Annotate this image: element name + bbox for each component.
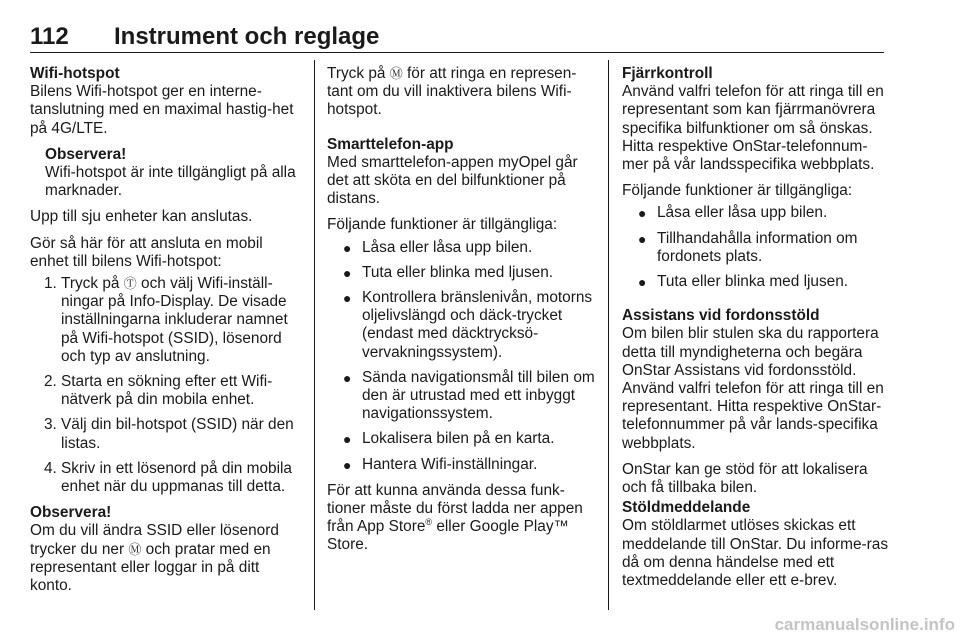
bullet: ● [343,239,352,256]
list-item [30,460,302,496]
onstar-icon: Ⓜ [389,66,403,81]
note-text: Wifi-hotspot är inte tillgängligt på alla marknader. [45,164,296,200]
list-item-text: Kontrollera bränslenivån, motorns oljelivslängd och däck-trycket (endast med däcktrycksö-vervakningssystem). [362,289,593,361]
page-number: 112 [30,23,69,50]
paragraph: Använd valfri telefon för att ringa till en representant som kan fjärrmanövrera specifika bilfunktioner om så önskas. Hitta respektive OnStar-telefonnum-mer på vår landsspecifika webbplats. [622,83,884,174]
column-3 [622,65,892,598]
registered-mark: ® [425,517,433,528]
list-item [30,373,302,409]
bullet: ● [343,456,352,473]
steps-list [30,275,302,496]
step-number: 4. [44,459,57,477]
bullet: ● [638,274,647,291]
list-item-text: Lokalisera bilen på en karta. [362,430,555,448]
paragraph: Följande funktioner är tillgängliga: [622,182,853,200]
step-number: 3. [44,416,57,434]
feature-list [327,239,599,474]
column-divider [314,60,315,610]
paragraph: Följande funktioner är tillgängliga: [327,216,558,234]
list-item-text: Hantera Wifi-inställningar. [362,455,538,473]
bullet: ● [343,290,352,307]
paragraph: Med smarttelefon-appen myOpel går det att sköta en del bilfunktioner på distans. [327,153,578,208]
page-header [30,22,884,53]
text: För att kunna använda dessa funk-tioner måste du först ladda ner appen från App Store [327,481,583,536]
list-item-text: Tuta eller blinka med ljusen. [362,263,554,281]
note-text: och pratar med en representant eller loggar in på ditt konto. [30,540,271,595]
list-item-text: Låsa eller låsa upp bilen. [657,204,828,222]
section-heading-wifi-hotspot: Wifi-hotspot [30,65,120,82]
bullet: ● [638,205,647,222]
note-heading: Observera! [45,145,127,163]
list-item [622,204,892,222]
list-item [327,430,599,448]
step-text: och välj Wifi-inställ-ningar på Info-Display. De visade inställningarna inkluderar namnet på Wifi-hotspot (SSID), lösenord och typ av anslutning. [61,275,288,365]
telephone-icon: Ⓣ [123,276,137,292]
paragraph: Om bilen blir stulen ska du rapportera detta till myndigheterna och begära OnStar Assistans vid fordonsstöld. Använd valfri telefon för att ringa till en representant. Hitta respektive OnStar-telefonnummer på vår lands-specifika webbplats. [622,325,884,452]
paragraph: Bilens Wifi-hotspot ger en interne-tanslutning med en maximal hastig-het på 4G/LTE. [30,83,294,137]
note-heading: Observera! [30,504,112,522]
bullet: ● [638,230,647,247]
column-1 [30,65,302,603]
text: Tryck på [327,65,390,82]
list-item [327,289,599,362]
section-heading-theft-assistance: Assistans vid fordonsstöld [622,307,820,325]
note-box [45,146,302,201]
feature-list [622,204,892,291]
text: för att ringa en represen-tant om du vill inaktivera bilens Wifi-hotspot. [327,65,577,119]
list-item [622,230,892,266]
watermark: carmanualsonline.info [774,615,955,634]
column-2 [327,65,599,563]
bullet: ● [343,431,352,448]
paragraph [327,65,599,120]
step-number: 1. [44,275,57,293]
list-item [327,456,599,474]
list-item-text: Tillhandahålla information om fordonets plats. [657,229,858,265]
list-item-text: Tuta eller blinka med ljusen. [657,273,849,291]
list-item-text: Sända navigationsmål till bilen om den är utrustad med ett inbyggt navigationssystem. [362,368,595,423]
list-item-text: Låsa eller låsa upp bilen. [362,238,533,256]
step-text: Starta en sökning efter ett Wifi-nätverk på din mobila enhet. [61,373,273,409]
paragraph: Upp till sju enheter kan anslutas. [30,208,253,226]
bullet: ● [343,369,352,386]
step-text: Tryck på [61,275,124,293]
list-item [327,369,599,424]
text: eller Google Play™ Store. [327,518,569,554]
step-text: Skriv in ett lösenord på din mobila enhet när du uppmanas till detta. [61,459,292,496]
step-number: 2. [44,373,57,391]
section-heading-theft-alarm: Stöldmeddelande [622,499,751,517]
list-item [30,275,302,366]
bullet: ● [343,264,352,281]
list-item [327,239,599,257]
paragraph: OnStar kan ge stöd för att lokalisera och få tillbaka bilen. [622,460,868,497]
section-heading-remote-control: Fjärrkontroll [622,65,713,82]
step-text: Välj din bil-hotspot (SSID) när den listas. [61,416,294,452]
page-title: Instrument och reglage [114,23,380,50]
column-divider [608,60,609,610]
list-item [327,264,599,282]
list-item [622,273,892,291]
list-item [30,416,302,452]
paragraph: Om stöldlarmet utlöses skickas ett meddelande till OnStar. Du informe-ras då om denna händelse med ett textmeddelande eller ett e-brev. [622,517,889,590]
note-text: Om du vill ändra SSID eller lösenord trycker du ner [30,522,279,558]
section-heading-smartphone-app: Smarttelefon-app [327,135,454,153]
note-box [30,504,302,595]
paragraph [327,482,599,555]
paragraph: Gör så här för att ansluta en mobil enhet till bilens Wifi-hotspot: [30,234,263,270]
onstar-icon: Ⓜ [128,541,142,557]
